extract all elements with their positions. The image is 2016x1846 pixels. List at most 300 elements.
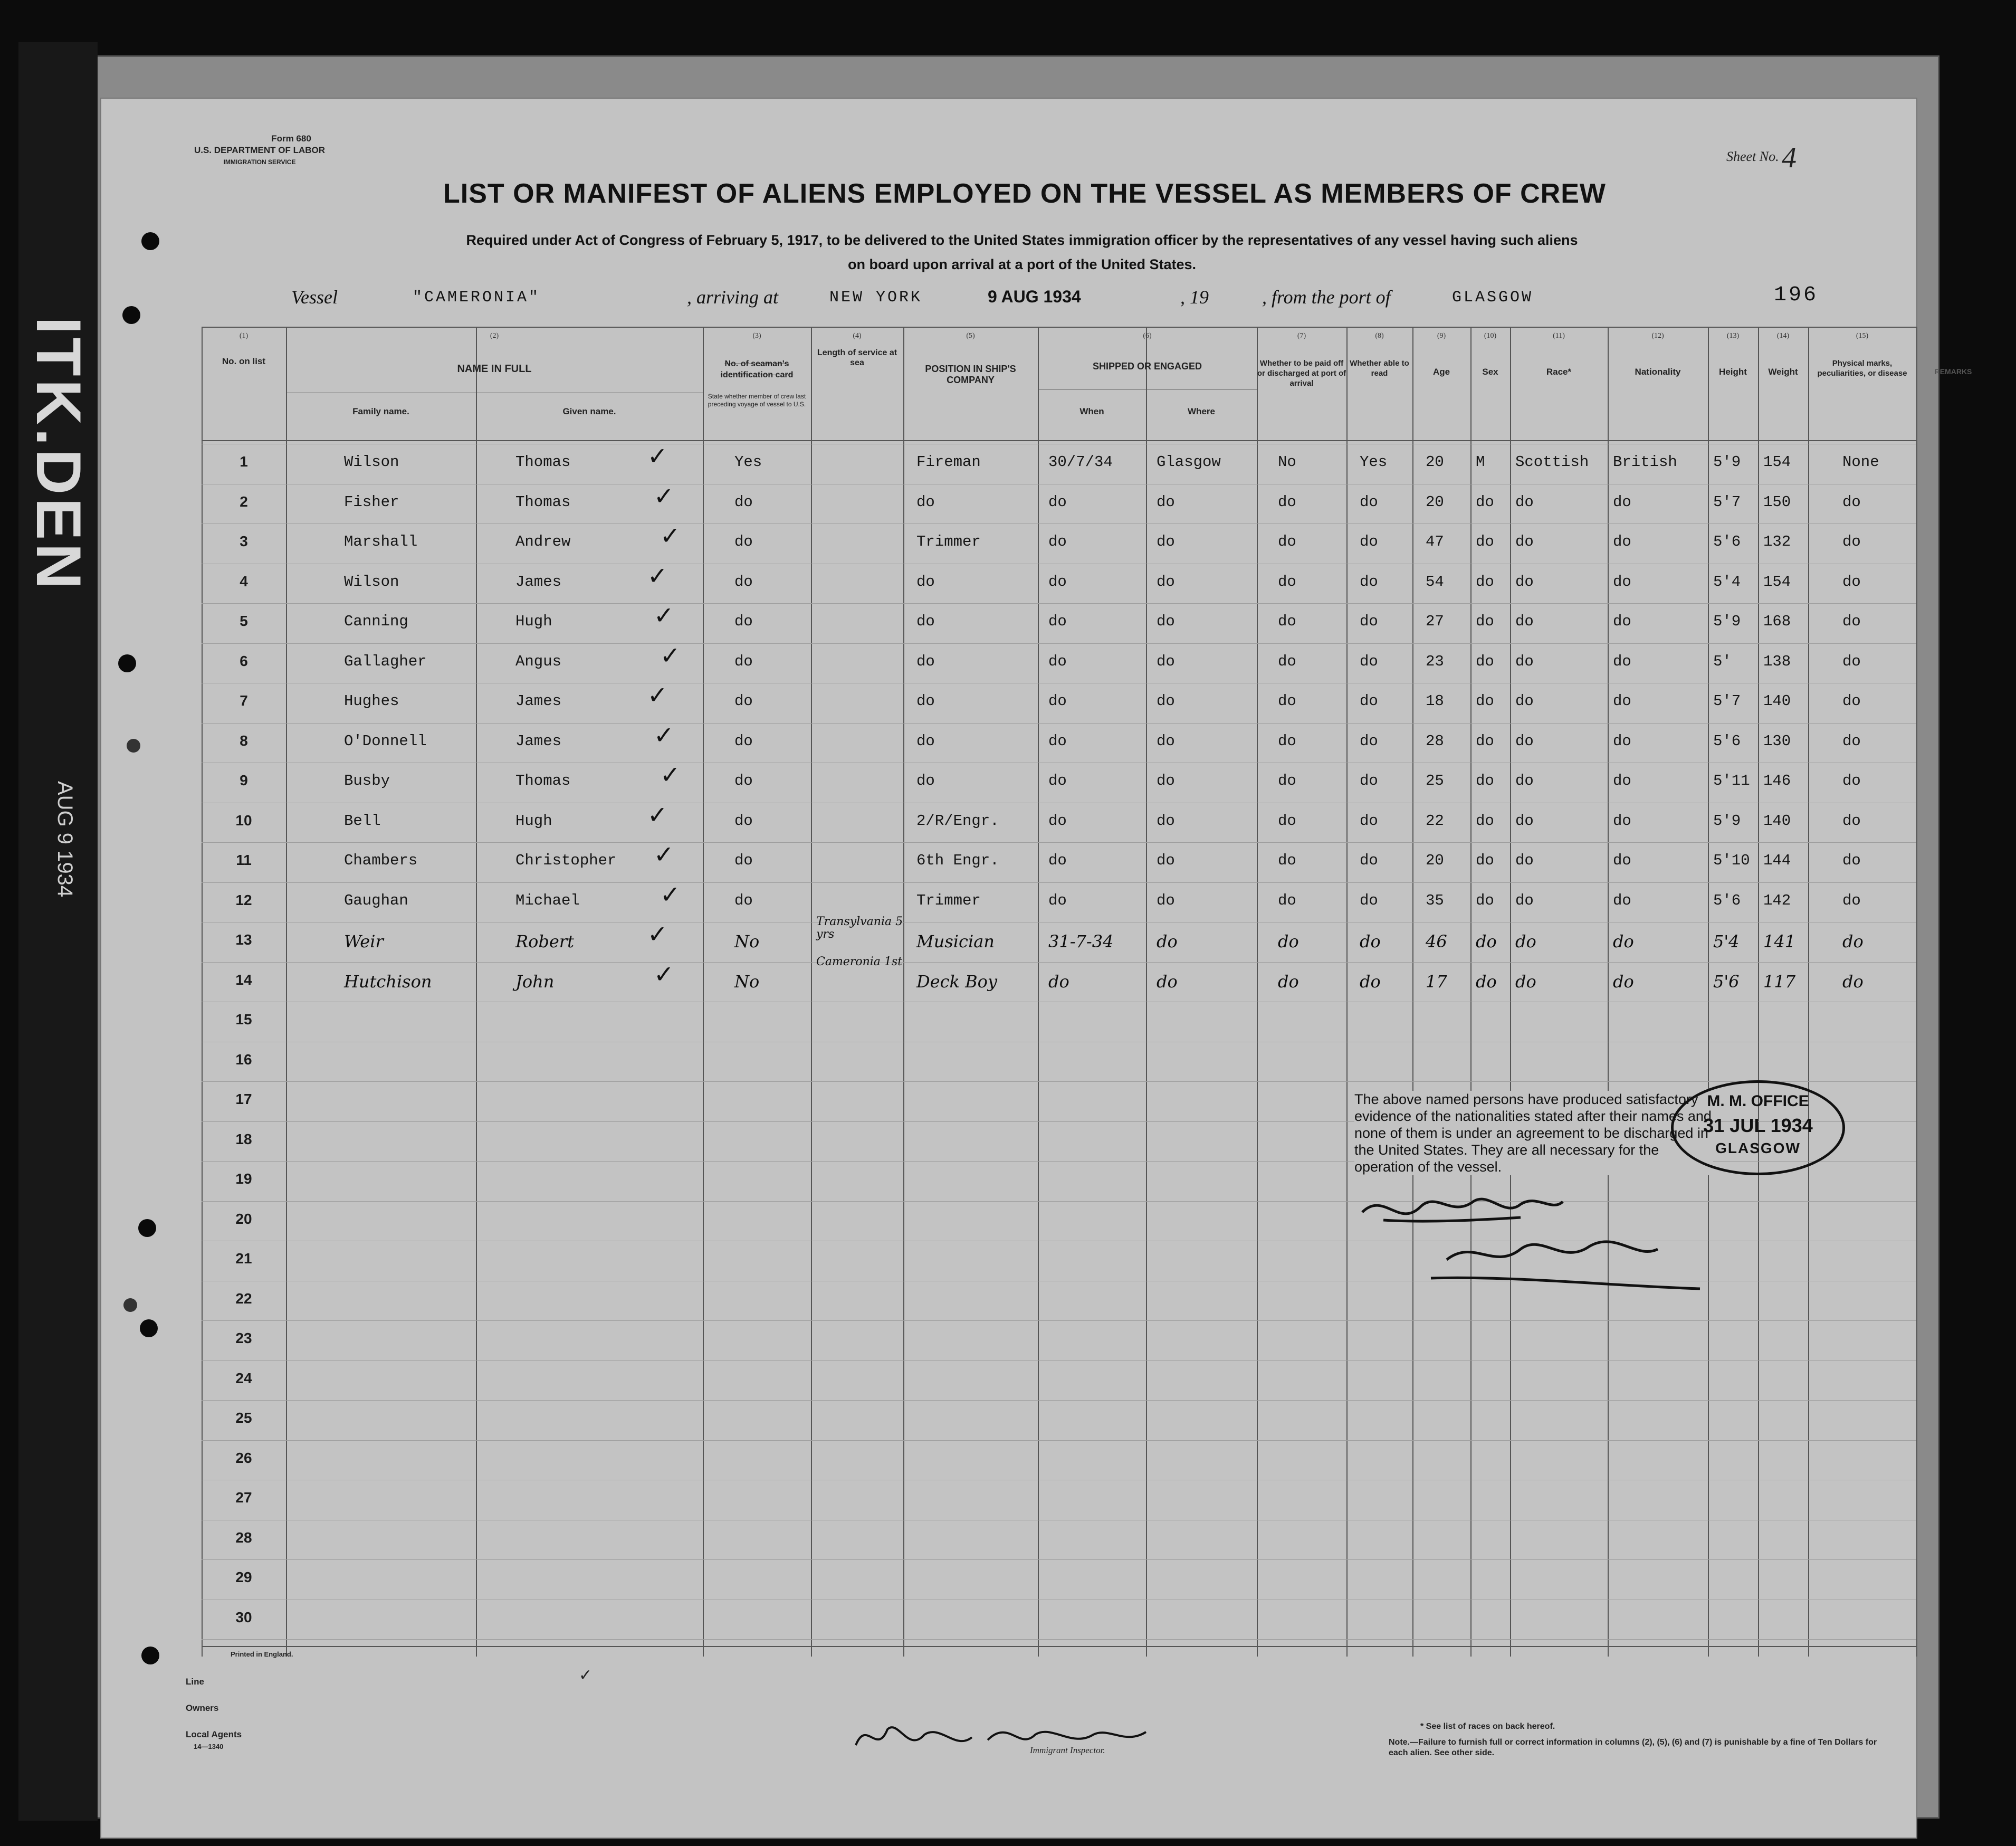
from-port: GLASGOW [1452, 289, 1534, 307]
cell-position: do [916, 732, 935, 750]
cell-when: do [1048, 732, 1067, 750]
row-number: 18 [235, 1130, 252, 1147]
cell-height: 5'6 [1713, 533, 1741, 550]
cell-sex: do [1476, 692, 1494, 710]
row-rule [202, 1400, 1916, 1401]
stamp-city: GLASGOW [1715, 1140, 1801, 1156]
cell-card: do [734, 852, 753, 869]
cell-nat: do [1613, 931, 1634, 951]
cell-nat: do [1613, 573, 1631, 591]
crew-table [202, 327, 1972, 1646]
row-number: 11 [236, 852, 252, 868]
cell-sex: do [1476, 533, 1494, 550]
cell-age: 20 [1426, 493, 1444, 511]
header-shipped: SHIPPED OR ENGAGED [1092, 361, 1202, 372]
cell-race: do [1515, 493, 1534, 511]
col-rule [1038, 327, 1039, 1657]
cell-given: Andrew [515, 533, 571, 550]
cell-age: 17 [1426, 971, 1447, 992]
year-prefix: , 19 [1180, 287, 1209, 308]
cell-given: John [515, 971, 555, 992]
cell-position: do [916, 573, 935, 591]
subtitle-line-2: on board upon arrival at a port of the United States. [847, 256, 1197, 272]
cell-card: do [734, 891, 753, 909]
printed-note: Printed in England. [231, 1650, 293, 1658]
row-number: 25 [235, 1410, 252, 1426]
row-number: 16 [235, 1051, 252, 1068]
cell-age: 25 [1426, 772, 1444, 789]
punch-hole [140, 1319, 158, 1337]
cell-when: do [1048, 613, 1067, 630]
cell-when: do [1048, 891, 1067, 909]
col-rule [1758, 327, 1759, 1657]
row-number: 8 [240, 732, 248, 749]
row-number: 24 [235, 1369, 252, 1386]
col-rule [476, 327, 477, 1657]
inspector-title: Immigrant Inspector. [1030, 1745, 1105, 1755]
cell-where: do [1157, 613, 1175, 630]
cell-read: do [1360, 971, 1381, 992]
cell-weight: 146 [1763, 772, 1791, 789]
stamp-date: 31 JUL 1934 [1703, 1115, 1813, 1136]
cell-family: Hutchison [344, 971, 432, 992]
col-number: (9) [1437, 332, 1446, 340]
cell-given: James [515, 692, 562, 710]
cell-card: do [734, 772, 753, 789]
col-number: (7) [1297, 332, 1306, 340]
cell-height: 5'10 [1713, 852, 1750, 869]
arrival-port: NEW YORK [829, 289, 923, 307]
cell-given: Christopher [515, 852, 617, 869]
cell-weight: 140 [1763, 812, 1791, 830]
cell-card: Yes [734, 453, 762, 471]
punch-hole [141, 232, 159, 250]
cell-read: do [1360, 493, 1378, 511]
cell-nat: do [1613, 493, 1631, 511]
header-when: When [1079, 406, 1104, 416]
cell-position: Trimmer [916, 533, 981, 550]
cell-given: James [515, 573, 562, 591]
col-rule [1916, 327, 1917, 1657]
checkmark-icon: ✓ [654, 601, 674, 630]
col-number: (3) [752, 332, 761, 340]
vessel-name: "CAMERONIA" [413, 289, 541, 307]
cell-sex: do [1476, 971, 1497, 992]
header-position: POSITION IN SHIP'S COMPANY [925, 364, 1016, 385]
department: U.S. DEPARTMENT OF LABOR [194, 145, 326, 155]
row-number: 10 [235, 812, 252, 829]
cell-sex: do [1476, 493, 1494, 511]
cell-marks: None [1842, 453, 1879, 471]
cell-nat: do [1613, 812, 1631, 830]
row-number: 29 [235, 1569, 252, 1585]
cell-card: do [734, 732, 753, 750]
col-number: (5) [966, 332, 975, 340]
cell-sex: M [1476, 453, 1485, 471]
cell-nat: do [1613, 613, 1631, 630]
cell-when: do [1048, 692, 1067, 710]
checkmark-icon: ✓ [654, 959, 674, 988]
cell-weight: 138 [1763, 652, 1791, 670]
col-number: (14) [1776, 332, 1790, 340]
cell-card: do [734, 812, 753, 830]
arrival-date-stamp: 9 AUG 1934 [988, 287, 1081, 306]
vessel-label: Vessel [291, 287, 338, 308]
cell-read: do [1360, 772, 1378, 789]
col-rule [1808, 327, 1809, 1657]
row-number: 6 [240, 652, 248, 669]
cell-age: 28 [1426, 732, 1444, 750]
header-weight: Weight [1768, 367, 1798, 377]
cell-paid: No [1278, 453, 1296, 471]
cell-given: Thomas [515, 453, 571, 471]
cell-marks: do [1842, 493, 1861, 511]
cell-weight: 132 [1763, 533, 1791, 550]
cell-card: do [734, 613, 753, 630]
row-number: 26 [235, 1449, 252, 1466]
col-rule [286, 327, 287, 1657]
row-number: 30 [235, 1609, 252, 1625]
table-bottom-rule [202, 1646, 1916, 1647]
cell-position: do [916, 613, 935, 630]
cell-card: No [734, 971, 760, 992]
checkmark-icon: ✓ [647, 800, 668, 829]
cell-where: do [1157, 971, 1178, 992]
cell-age: 18 [1426, 692, 1444, 710]
punch-hole [118, 654, 136, 672]
col-rule [811, 327, 812, 1657]
cell-race: do [1515, 812, 1534, 830]
cell-paid: do [1278, 812, 1296, 830]
cell-given: Hugh [515, 613, 552, 630]
cell-height: 5'9 [1713, 812, 1741, 830]
cell-age: 46 [1426, 931, 1447, 951]
cell-sex: do [1476, 772, 1494, 789]
row-rule [202, 1440, 1916, 1441]
cell-paid: do [1278, 652, 1296, 670]
col-number: (1) [239, 332, 249, 340]
cell-marks: do [1842, 852, 1861, 869]
header-paid-off: Whether to be paid off or discharged at port of arrival [1257, 359, 1346, 388]
cell-when: do [1048, 971, 1069, 992]
cell-card: do [734, 652, 753, 670]
col-rule [1470, 327, 1472, 1657]
cell-when: 31-7-34 [1048, 931, 1114, 951]
cell-position: Musician [916, 931, 995, 951]
row-rule [202, 882, 1916, 883]
cell-where: do [1157, 573, 1175, 591]
form-code: 14—1340 [194, 1743, 224, 1750]
form-number: Form 680 [271, 134, 311, 144]
cell-height: 5'7 [1713, 493, 1741, 511]
cell-given: James [515, 732, 562, 750]
cell-position: do [916, 493, 935, 511]
office-stamp [1671, 1080, 1845, 1175]
cell-age: 35 [1426, 891, 1444, 909]
cell-marks: do [1842, 692, 1861, 710]
cell-nat: do [1613, 772, 1631, 789]
cell-age: 54 [1426, 573, 1444, 591]
col-number: (13) [1726, 332, 1740, 340]
header-physical: Physical marks, peculiarities, or disease [1817, 359, 1907, 378]
cell-race: do [1515, 931, 1536, 951]
header-id-card-note: State whether member of crew last preceding voyage of vessel to U.S. [708, 393, 806, 408]
col-number: (2) [490, 332, 499, 340]
cell-marks: do [1842, 732, 1861, 750]
cell-race: do [1515, 971, 1536, 992]
cell-paid: do [1278, 533, 1296, 550]
cell-read: do [1360, 573, 1378, 591]
row-rule [202, 723, 1916, 724]
cell-card: do [734, 573, 753, 591]
row-number: 14 [235, 971, 252, 988]
checkmark-icon: ✓ [660, 760, 681, 789]
page-title: LIST OR MANIFEST OF ALIENS EMPLOYED ON THE VESSEL AS MEMBERS OF CREW [443, 178, 1606, 209]
cell-paid: do [1278, 692, 1296, 710]
cell-position: do [916, 772, 935, 789]
checkmark-icon: ✓ [660, 521, 681, 550]
subtitle-line-1: Required under Act of Congress of February 5, 1917, to be delivered to the United States immigration officer by the representatives of any vessel having such aliens [466, 232, 1578, 248]
cell-height: 5'11 [1713, 772, 1750, 789]
cell-position: 2/R/Engr. [916, 812, 999, 830]
cell-given: Thomas [515, 772, 571, 789]
col-rule [1257, 327, 1258, 1657]
cell-height: 5'4 [1713, 931, 1740, 951]
cell-race: Scottish [1515, 453, 1589, 471]
header-bottom-rule [202, 440, 1916, 441]
header-age: Age [1432, 367, 1450, 377]
cell-nat: do [1613, 971, 1634, 992]
header-name-in-full: NAME IN FULL [457, 363, 532, 375]
cell-sex: do [1476, 931, 1497, 951]
cell-card: No [734, 931, 760, 951]
row-number: 13 [235, 931, 252, 948]
cell-family: Gaughan [344, 891, 408, 909]
cell-height: 5'9 [1713, 613, 1741, 630]
cell-weight: 117 [1763, 971, 1796, 992]
cell-height: 5' [1713, 652, 1732, 670]
row-rule [202, 1320, 1916, 1321]
race-note: * See list of races on back hereof. [1420, 1722, 1555, 1731]
cell-marks: do [1842, 891, 1861, 909]
checkmark-icon: ✓ [647, 920, 668, 948]
service: IMMIGRATION SERVICE [223, 158, 296, 166]
cell-weight: 168 [1763, 613, 1791, 630]
row-number: 17 [235, 1091, 252, 1107]
cell-read: do [1360, 533, 1378, 550]
col-number: (12) [1651, 332, 1664, 340]
cell-marks: do [1842, 573, 1861, 591]
header-nationality: Nationality [1635, 367, 1681, 377]
cell-weight: 130 [1763, 732, 1791, 750]
cell-when: 30/7/34 [1048, 453, 1113, 471]
header-length-service: Length of service at sea [817, 348, 897, 367]
cell-family: Busby [344, 772, 390, 789]
sheet-label: Sheet No. [1726, 149, 1779, 164]
cell-where: do [1157, 692, 1175, 710]
cell-when: do [1048, 852, 1067, 869]
col-rule [1412, 327, 1413, 1657]
cell-age: 20 [1426, 453, 1444, 471]
checkmark-icon: ✓ [647, 681, 668, 709]
cell-where: do [1157, 493, 1175, 511]
row-number: 27 [235, 1489, 252, 1506]
cell-when: do [1048, 812, 1067, 830]
header-id-card: No. of seaman's identification card [720, 359, 794, 379]
punch-hole [122, 306, 140, 324]
col-rule [1708, 327, 1709, 1657]
cell-family: Gallagher [344, 652, 427, 670]
col-number: (4) [853, 332, 862, 340]
cell-where: do [1157, 891, 1175, 909]
cell-weight: 142 [1763, 891, 1791, 909]
row-number: 1 [240, 453, 248, 470]
cell-marks: do [1842, 931, 1864, 951]
cell-weight: 140 [1763, 692, 1791, 710]
cell-where: do [1157, 652, 1175, 670]
page-subtitle [323, 228, 1721, 277]
row-rule [202, 1559, 1916, 1560]
manifest-page [100, 98, 1972, 1839]
penalty-note: Note.—Failure to furnish full or correct information in columns (2), (5), (6) and (7) is punishable by a fine of Ten Dollars for each alien. See other side. [1389, 1738, 1877, 1757]
cell-race: do [1515, 891, 1534, 909]
col-number: (8) [1375, 332, 1384, 340]
cell-weight: 141 [1763, 931, 1796, 951]
cell-height: 5'9 [1713, 453, 1741, 471]
row-rule [202, 842, 1916, 843]
owners-label: Owners [186, 1703, 219, 1713]
checkmark-icon: ✓ [647, 561, 668, 590]
col-rule [1346, 327, 1348, 1657]
cell-marks: do [1842, 772, 1861, 789]
cell-family: Hughes [344, 692, 399, 710]
cell-position: Deck Boy [916, 971, 997, 992]
cell-race: do [1515, 613, 1534, 630]
cell-position: Fireman [916, 453, 981, 471]
row-number: 2 [240, 493, 248, 510]
cell-where: do [1157, 732, 1175, 750]
cell-nat: British [1613, 453, 1677, 471]
cell-read: do [1360, 931, 1381, 951]
cell-nat: do [1613, 692, 1631, 710]
row-number: 9 [240, 772, 248, 788]
cell-read: do [1360, 852, 1378, 869]
cell-paid: do [1278, 613, 1296, 630]
cell-when: do [1048, 573, 1067, 591]
cell-card: do [734, 692, 753, 710]
header-race: Race* [1546, 367, 1572, 377]
cell-height: 5'6 [1713, 732, 1741, 750]
cell-family: Wilson [344, 573, 399, 591]
cell-paid: do [1278, 931, 1299, 951]
cell-family: Chambers [344, 852, 418, 869]
col-number: (6) [1143, 332, 1152, 340]
inspector-signature [851, 1708, 1178, 1766]
row-rule [202, 1081, 1916, 1082]
row-rule [202, 962, 1916, 963]
cell-nat: do [1613, 652, 1631, 670]
cell-paid: do [1278, 852, 1296, 869]
cell-weight: 144 [1763, 852, 1791, 869]
cell-position: do [916, 692, 935, 710]
cell-height: 5'7 [1713, 692, 1741, 710]
table-top-rule [202, 327, 1916, 328]
cell-sex: do [1476, 891, 1494, 909]
cell-card: do [734, 493, 753, 511]
cell-where: do [1157, 772, 1175, 789]
checkmark-icon: ✓ [660, 880, 681, 909]
header-able-to-read: Whether able to read [1350, 359, 1409, 378]
cell-paid: do [1278, 573, 1296, 591]
punch-hole [123, 1298, 137, 1312]
row-number: 28 [235, 1529, 252, 1546]
cell-sex: do [1476, 573, 1494, 591]
col-rule [1608, 327, 1609, 1657]
cell-family: O'Donnell [344, 732, 427, 750]
cell-family: Canning [344, 613, 408, 630]
row-number: 20 [235, 1210, 252, 1227]
cell-race: do [1515, 732, 1534, 750]
checkmark-icon: ✓ [654, 481, 674, 510]
cell-marks: do [1842, 812, 1861, 830]
declaration-text: The above named persons have produced satisfactory evidence of the nationalities stated after their names and none of them is under an agreement to be discharged in the United States. They are all necessary for the operation of the vessel. [1354, 1091, 1713, 1175]
row-number: 12 [235, 891, 252, 908]
cell-race: do [1515, 533, 1534, 550]
cell-when: do [1048, 493, 1067, 511]
cell-family: Weir [344, 931, 384, 951]
punch-hole [127, 739, 140, 753]
cell-read: do [1360, 891, 1378, 909]
cell-when: do [1048, 772, 1067, 789]
local-agents-label: Local Agents [186, 1729, 242, 1739]
cell-given: Thomas [515, 493, 571, 511]
arriving-label: , arriving at [687, 287, 779, 308]
cell-paid: do [1278, 732, 1296, 750]
cell-weight: 154 [1763, 453, 1791, 471]
col-rule [903, 327, 904, 1657]
col-number: (10) [1484, 332, 1497, 340]
cell-sex: do [1476, 652, 1494, 670]
punch-hole [141, 1647, 159, 1664]
from-port-label: , from the port of [1262, 287, 1391, 308]
cell-nat: do [1613, 852, 1631, 869]
agency-block [165, 133, 355, 168]
cell-age: 23 [1426, 652, 1444, 670]
cell-length: Transylvania 5 yrs [816, 915, 903, 941]
col-number: (11) [1553, 332, 1565, 340]
cell-where: Glasgow [1157, 453, 1221, 471]
binder-strip [18, 42, 98, 1821]
col-rule [1146, 327, 1147, 1657]
cell-race: do [1515, 852, 1534, 869]
cell-family: Bell [344, 812, 381, 830]
row-number: 19 [235, 1171, 252, 1187]
cell-marks: do [1842, 971, 1864, 992]
cell-paid: do [1278, 971, 1299, 992]
row-rule [202, 1360, 1916, 1361]
cell-nat: do [1613, 732, 1631, 750]
cell-race: do [1515, 772, 1534, 789]
cell-age: 47 [1426, 533, 1444, 550]
cell-marks: do [1842, 533, 1861, 550]
row-number: 23 [235, 1330, 252, 1346]
cell-marks: do [1842, 613, 1861, 630]
col-number: (15) [1856, 332, 1869, 340]
cell-when: do [1048, 652, 1067, 670]
cell-sex: do [1476, 613, 1494, 630]
cell-race: do [1515, 692, 1534, 710]
col-rule [1510, 327, 1511, 1657]
